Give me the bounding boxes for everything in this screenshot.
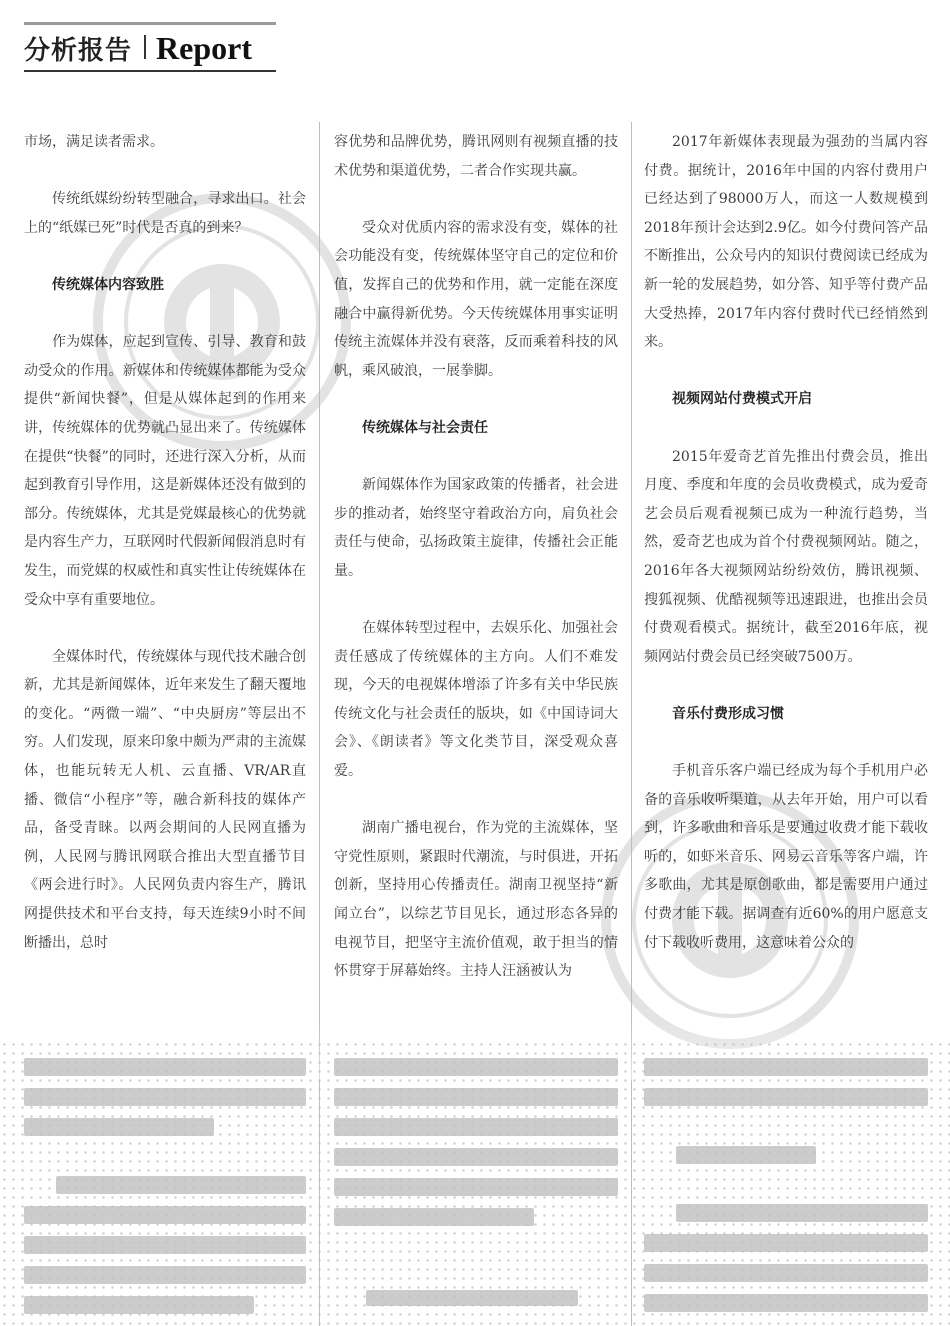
page-header [24, 30, 252, 74]
obscured-text-block [644, 1088, 928, 1106]
obscured-text-block [676, 1204, 928, 1222]
section-title-chinese: 分析报告 [24, 36, 133, 66]
article-column-1 [24, 128, 306, 1326]
article-column-2 [334, 128, 618, 1326]
obscured-text-block [644, 1294, 928, 1312]
obscured-text-block [24, 1206, 306, 1224]
body-paragraph: 容优势和品牌优势，腾讯网则有视频直播的技术优势和渠道优势，二者合作实现共赢。 [334, 134, 618, 179]
obscured-text-block [334, 1148, 618, 1166]
body-paragraph: 传统纸媒纷纷转型融合，寻求出口。社会上的“纸媒已死”时代是否真的到来？ [24, 191, 306, 236]
section-heading: 传统媒体内容致胜 [52, 276, 164, 293]
body-paragraph: 新闻媒体作为国家政策的传播者，社会进步的推动者，始终坚守着政治方向，肩负社会责任与使命，弘扬政策主旋律，传播社会正能量。 [334, 477, 618, 579]
obscured-text-block [24, 1296, 254, 1314]
obscured-text-block [56, 1176, 306, 1194]
obscured-text-block [334, 1058, 618, 1076]
obscured-text-block [24, 1236, 306, 1254]
obscured-text-block [644, 1264, 928, 1282]
obscured-text-block [644, 1234, 928, 1252]
obscured-text-block [644, 1058, 928, 1076]
obscured-text-block [334, 1088, 618, 1106]
header-top-rule [24, 22, 276, 25]
section-heading: 传统媒体与社会责任 [362, 419, 488, 436]
body-paragraph: 作为媒体，应起到宣传、引导、教育和鼓动受众的作用。新媒体和传统媒体都能为受众提供“新闻快餐”，但是从媒体起到的作用来讲，传统媒体的优势就凸显出来了。传统媒体在提供“快餐”的同时，还进行深入分析，从而起到教育引导作用，这是新媒体还没有做到的部分。传统媒体，尤其是党媒最核心的优势就是内容生产力，互联网时代假新闻假消息时有发生，而党媒的权威性和真实性让传统媒体在受众中享有重要地位。 [24, 334, 306, 608]
obscured-text-block [334, 1178, 618, 1196]
obscured-text-block [24, 1058, 306, 1076]
section-title-english: Report [156, 30, 252, 66]
section-heading: 音乐付费形成习惯 [672, 705, 784, 722]
body-paragraph: 受众对优质内容的需求没有变，媒体的社会功能没有变，传统媒体坚守自己的定位和价值，发挥自己的优势和作用，就一定能在深度融合中赢得新优势。今天传统媒体用事实证明传统主流媒体并没有衰落，反而乘着科技的风帆，乘风破浪，一展拳脚。 [334, 219, 618, 379]
body-paragraph: 在媒体转型过程中，去娱乐化、加强社会责任感成了传统媒体的主方向。人们不难发现，今天的电视媒体增添了许多有关中华民族传统文化与社会责任的版块，如《中国诗词大会》、《朗读者》等文化类节目，深受观众喜爱。 [334, 620, 618, 780]
obscured-caption-block [366, 1290, 578, 1306]
body-paragraph: 湖南广播电视台，作为党的主流媒体，坚守党性原则，紧跟时代潮流，与时俱进，开拓创新，坚持用心传播责任。湖南卫视坚持“新闻立台”，以综艺节目见长，通过形态各异的电视节目，把坚守主流价值观，敢于担当的情怀贯穿于屏幕始终。主持人汪涵被认为 [334, 820, 618, 980]
body-paragraph: 2017年新媒体表现最为强劲的当属内容付费。据统计，2016年中国的内容付费用户已经达到了98000万人，而这一人数规模到2018年预计会达到2.9亿。如今付费问答产品不断推出，公众号内的知识付费阅读已经成为新一轮的发展趋势，如分答、知乎等付费产品大受热捧，2017年内容付费时代已经悄然到来。 [644, 134, 928, 351]
column-divider [631, 122, 632, 1326]
obscured-text-block [24, 1118, 214, 1136]
body-paragraph: 市场，满足读者需求。 [24, 134, 164, 150]
column-divider [319, 122, 320, 1326]
header-underline [24, 70, 276, 72]
section-heading: 视频网站付费模式开启 [672, 391, 812, 408]
obscured-text-block [334, 1208, 534, 1226]
title-separator [144, 35, 146, 59]
obscured-heading-block [676, 1146, 816, 1164]
obscured-text-block [334, 1118, 618, 1136]
body-paragraph: 2015年爱奇艺首先推出付费会员，推出月度、季度和年度的会员收费模式，成为爱奇艺会员后观看视频已成为一种流行趋势，当然，爱奇艺也成为首个付费视频网站。随之，2016年各大视频网站纷纷效仿，腾讯视频、搜狐视频、优酷视频等迅速跟进，也推出会员付费观看模式。据统计，截至2016年底，视频网站付费会员已经突破7500万。 [644, 448, 928, 665]
obscured-text-block [24, 1266, 306, 1284]
obscured-text-block [24, 1088, 306, 1106]
body-paragraph: 手机音乐客户端已经成为每个手机用户必备的音乐收听渠道，从去年开始，用户可以看到，许多歌曲和音乐是要通过收费才能下载收听的，如虾米音乐、网易云音乐等客户端，许多歌曲，尤其是原创歌曲，都是需要用户通过付费才能下载。据调查有近60%的用户愿意支付下载收听费用，这意味着公众的 [644, 763, 928, 951]
body-paragraph: 全媒体时代，传统媒体与现代技术融合创新，尤其是新闻媒体，近年来发生了翻天覆地的变化。“两微一端”、“中央厨房”等层出不穷。人们发现，原来印象中颇为严肃的主流媒体，也能玩转无人机、云直播、VR/AR直播、微信“小程序”等，融合新科技的媒体产品，备受青睐。以两会期间的人民网直播为例，人民网与腾讯网联合推出大型直播节目《两会进行时》。人民网负责内容生产，腾讯网提供技术和平台支持，每天连续9小时不间断播出，总时 [24, 648, 306, 951]
